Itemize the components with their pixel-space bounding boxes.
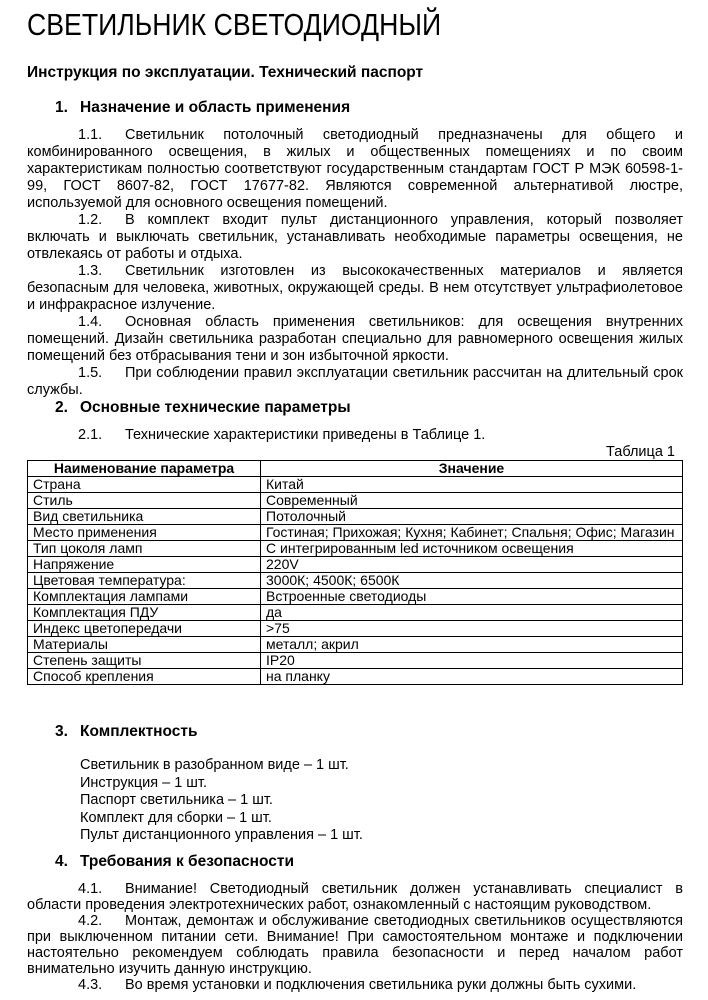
table-caption: Таблица 1 <box>606 444 675 460</box>
table-header-parameter: Наименование параметра <box>28 461 261 477</box>
section-4-title: Требования к безопасности <box>80 852 295 870</box>
section-technical-parameters <box>27 399 683 685</box>
paragraph-4-1 <box>27 881 683 913</box>
paragraph-1-5-number: 1.5. <box>78 365 103 381</box>
paragraph-1-1 <box>27 127 683 212</box>
kit-list-item: Пульт дистанционного управления – 1 шт. <box>80 827 363 843</box>
table-cell-parameter: Индекс цветопередачи <box>28 621 261 637</box>
parameters-table <box>27 460 683 685</box>
table-cell-parameter: Напряжение <box>28 557 261 573</box>
paragraph-2-1 <box>27 427 683 444</box>
section-4-number: 4. <box>55 852 68 870</box>
table-row <box>28 589 683 605</box>
table-cell-parameter: Комплектация лампами <box>28 589 261 605</box>
paragraph-1-2 <box>27 212 683 263</box>
paragraph-4-1-number: 4.1. <box>78 880 103 897</box>
section-2-title: Основные технические параметры <box>80 399 351 416</box>
table-row <box>28 605 683 621</box>
table-row <box>28 557 683 573</box>
paragraph-1-4 <box>27 314 683 365</box>
table-row <box>28 669 683 685</box>
kit-list-item: Паспорт светильника – 1 шт. <box>80 792 273 808</box>
table-cell-parameter: Материалы <box>28 637 261 653</box>
table-cell-value: Китай <box>261 477 683 493</box>
paragraph-1-5 <box>27 365 683 399</box>
section-safety-requirements <box>27 853 683 993</box>
section-2-heading <box>27 399 683 417</box>
paragraph-4-3 <box>27 977 683 993</box>
table-cell-value: 220V <box>261 557 683 573</box>
table-cell-parameter: Стиль <box>28 493 261 509</box>
table-cell-value: на планку <box>261 669 683 685</box>
table-cell-parameter: Место применения <box>28 525 261 541</box>
section-4-heading <box>27 853 683 871</box>
paragraph-4-2-number: 4.2. <box>78 912 103 929</box>
table-row <box>28 525 683 541</box>
section-purpose <box>27 99 683 399</box>
paragraph-2-1-text: Технические характеристики приведены в Таблице 1. <box>125 427 486 443</box>
kit-list-item: Комплект для сборки – 1 шт. <box>80 809 272 826</box>
paragraph-4-3-number: 4.3. <box>78 976 103 993</box>
paragraph-1-3-number: 1.3. <box>78 263 103 279</box>
kit-list-item: Инструкция – 1 шт. <box>80 774 207 791</box>
paragraph-4-3-text: Во время установки и подключения светильника руки должны быть сухими. <box>125 976 637 993</box>
table-row <box>28 477 683 493</box>
paragraph-1-2-text: В комплект входит пульт дистанционного управления, который позволяет включать и выключать светильник, устанавливать необходимые параметры освещения, не отвлекаясь от работы и отдыха. <box>27 212 683 262</box>
kit-list <box>27 757 683 845</box>
table-cell-parameter: Способ крепления <box>28 669 261 685</box>
paragraph-4-1-text: Внимание! Светодиодный светильник должен устанавливать специалист в области проведения электротехнических работ, ознакомленный с настоящим руководством. <box>27 880 683 913</box>
paragraph-1-1-number: 1.1. <box>78 127 103 143</box>
table-cell-parameter: Тип цоколя ламп <box>28 541 261 557</box>
table-cell-value: металл; акрил <box>261 637 683 653</box>
table-cell-value: IP20 <box>261 653 683 669</box>
table-cell-value: >75 <box>261 621 683 637</box>
paragraph-1-2-number: 1.2. <box>78 212 103 228</box>
table-row <box>28 541 683 557</box>
section-3-title: Комплектность <box>80 723 198 740</box>
table-cell-value: да <box>261 605 683 621</box>
paragraph-1-3-text: Светильник изготовлен из высококачественных материалов и является безопасным для человека, животных, окружающей среды. В нем отсутствует ультрафиолетовое и инфракрасное излучение. <box>27 263 683 313</box>
table-cell-parameter: Степень защиты <box>28 653 261 669</box>
table-row <box>28 573 683 589</box>
section-3-number: 3. <box>55 723 68 740</box>
document-title-text: СВЕТИЛЬНИК СВЕТОДИОДНЫЙ <box>27 7 442 42</box>
paragraph-1-4-text: Основная область применения светильников: для освещения внутренних помещений. Дизайн светильника разработан специально для равномерного освещения жилых помещений без отбрасывания тени и зон избыточной яркости. <box>27 314 683 364</box>
table-cell-value: Современный <box>261 493 683 509</box>
table-cell-parameter: Комплектация ПДУ <box>28 605 261 621</box>
kit-list-item: Светильник в разобранном виде – 1 шт. <box>80 757 349 773</box>
paragraph-4-2-text: Монтаж, демонтаж и обслуживание светодиодных светильников осуществляются при выключенном питании сети. Внимание! При самостоятельном монтаже и подключении настоятельно рекомендуем соблюдать правила безопасности и перед началом работ внимательно изучить данную инструкцию. <box>27 912 683 977</box>
table-cell-value: С интегрированным led источником освещения <box>261 541 683 557</box>
document-title <box>27 8 683 42</box>
table-row <box>28 509 683 525</box>
table-cell-value: Встроенные светодиоды <box>261 589 683 605</box>
table-header-value: Значение <box>261 461 683 477</box>
paragraph-2-1-number: 2.1. <box>78 427 103 443</box>
paragraph-1-3 <box>27 263 683 314</box>
section-completeness <box>27 723 683 845</box>
table-cell-value: 3000К; 4500К; 6500К <box>261 573 683 589</box>
section-1-heading <box>27 99 683 117</box>
paragraph-1-5-text: При соблюдении правил эксплуатации светильник рассчитан на длительный срок службы. <box>27 365 683 398</box>
document-subtitle: Инструкция по эксплуатации. Технический паспорт <box>27 64 424 81</box>
table-row <box>28 653 683 669</box>
table-cell-parameter: Страна <box>28 477 261 493</box>
table-cell-parameter: Вид светильника <box>28 509 261 525</box>
paragraph-1-4-number: 1.4. <box>78 314 103 330</box>
table-cell-value: Гостиная; Прихожая; Кухня; Кабинет; Спальня; Офис; Магазин <box>261 525 683 541</box>
table-header-row <box>28 461 683 477</box>
paragraph-4-2 <box>27 913 683 977</box>
table-row <box>28 637 683 653</box>
table-row <box>28 621 683 637</box>
paragraph-1-1-text: Светильник потолочный светодиодный предназначены для общего и комбинированного освещения, в жилых и общественных помещениях и по своим характеристикам полностью соответствуют государственным стандартам ГОСТ Р МЭК 60598-1-99, ГОСТ 8607-82, ГОСТ 17677-82. Являются современной альтернативой люстре, используемой для основного освещения помещений. <box>27 127 683 211</box>
section-1-number: 1. <box>55 99 68 116</box>
table-cell-value: Потолочный <box>261 509 683 525</box>
section-1-title: Назначение и область применения <box>80 99 351 116</box>
section-2-number: 2. <box>55 399 68 416</box>
section-3-heading <box>27 723 683 741</box>
table-cell-parameter: Цветовая температура: <box>28 573 261 589</box>
table-row <box>28 493 683 509</box>
